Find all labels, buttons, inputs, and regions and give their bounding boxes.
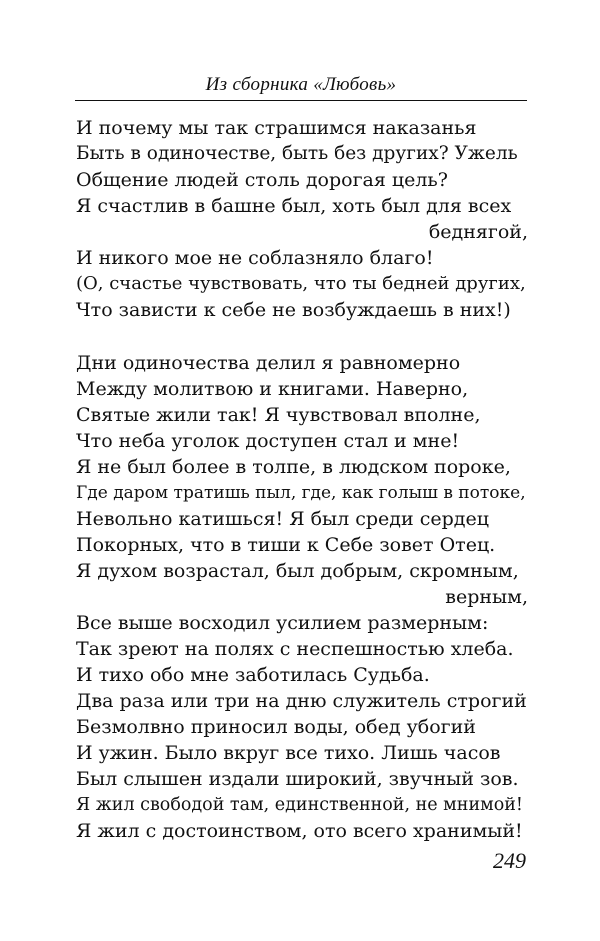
- poem-line: И ужин. Было вкруг все тихо. Лишь часов: [76, 742, 501, 764]
- poem-line-continuation: верным,: [445, 586, 528, 608]
- poem-line: Я не был более в толпе, в людском пороке,: [76, 456, 511, 478]
- poem-line: Два раза или три на дню служитель строгий: [76, 690, 527, 712]
- poem-line: Что неба уголок доступен стал и мне!: [76, 430, 460, 452]
- poem-line: И никого мое не соблазняло благо!: [76, 247, 434, 269]
- poem-line: Я духом возрастал, был добрым, скромным,: [76, 560, 519, 582]
- poem-line: Между молитвою и книгами. Наверно,: [76, 378, 469, 400]
- poem-line: Быть в одиночестве, быть без других? Ужель: [76, 143, 518, 164]
- running-header-title: Из сборника «Любовь»: [205, 74, 397, 95]
- page-number: 249: [493, 848, 526, 873]
- poem-line: Невольно катишься! Я был среди сердец: [76, 508, 489, 530]
- poem-line: Все выше восходил усилием размерным:: [76, 612, 489, 634]
- poem-line: Был слышен издали широкий, звучный зов.: [76, 768, 519, 790]
- poem-line: Я жил свободой там, единственной, не мнимой!: [76, 795, 523, 815]
- poem-line: Безмолвно приносил воды, обед убогий: [76, 716, 476, 738]
- poem-line: Покорных, что в тиши к Себе зовет Отец.: [76, 534, 496, 556]
- poem-line: Общение людей столь дорогая цель?: [76, 169, 448, 191]
- running-header: [75, 72, 527, 101]
- poem-line: И тихо обо мне заботилась Судьба.: [76, 664, 430, 686]
- poem-line: Я жил с достоинством, ото всего хранимый!: [76, 820, 523, 842]
- stanza: [76, 115, 528, 323]
- poem-line: Так зреют на полях с неспешностью хлеба.: [76, 638, 514, 660]
- poem-line-continuation: беднягой,: [428, 221, 528, 243]
- poem-line: И почему мы так страшимся наказанья: [76, 117, 477, 139]
- poem-line: Где даром тратишь пыл, где, как голыш в потоке,: [76, 483, 526, 503]
- stanza: [76, 350, 528, 844]
- poem-line: (О, счастье чувствовать, что ты бедней других,: [76, 273, 526, 294]
- poem-line: Что зависти к себе не возбуждаешь в них!): [76, 299, 511, 321]
- poem-line: Святые жили так! Я чувствовал вполне,: [76, 404, 481, 426]
- poem-line: Я счастлив в башне был, хоть был для всех: [76, 195, 512, 217]
- poem-line: Дни одиночества делил я равномерно: [76, 352, 461, 374]
- poem-text: [76, 115, 528, 844]
